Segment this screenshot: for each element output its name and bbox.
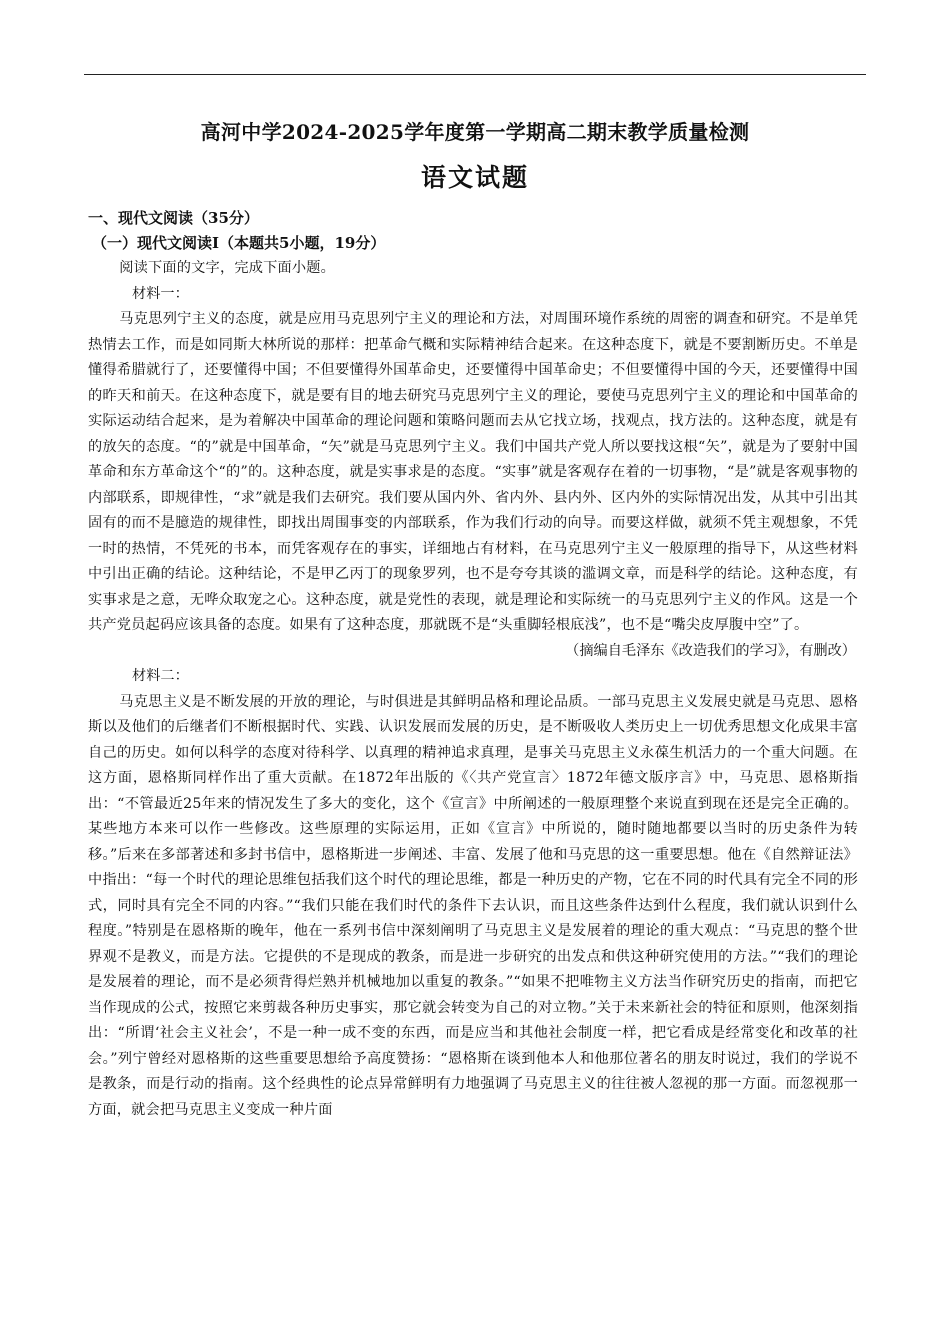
subsection-heading: （一）现代文阅读Ⅰ（本题共5小题，19分） xyxy=(92,234,386,252)
document-body xyxy=(88,206,858,1123)
material1-source: （摘编自毛泽东《改造我们的学习》，有删改） xyxy=(565,642,856,659)
top-rule xyxy=(84,74,866,75)
material2-text: 马克思主义是不断发展的开放的理论，与时俱进是其鲜明品格和理论品质。一部马克思主义发展史就是马克思、恩格斯以及他们的后继者们不断根据时代、实践、认识发展而发展的历史，是不断吸收人类历史上一切优秀思想文化成果丰富自己的历史。如何以科学的态度对待科学、以真理的精神追求真理，是事关马克思主义永葆生机活力的一个重大问题。在这方面，恩格斯同样作出了重大贡献。在1872年出版的《〈共产党宣言〉1872年德文版序言》中，马克思、恩格斯指出：“不管最近25年来的情况发生了多大的变化，这个《宣言》中所阐述的一般原理整个来说直到现在还是完全正确的。某些地方本来可以作一些修改。这些原理的实际运用，正如《宣言》中所说的，随时随地都要以当时的历史条件为转移。”后来在多部著述和多封书信中，恩格斯进一步阐述、丰富、发展了他和马克思的这一重要思想。他在《自然辩证法》中指出：“每一个时代的理论思维包括我们这个时代的理论思维，都是一种历史的产物，它在不同的时代具有完全不同的形式，同时具有完全不同的内容。”“我们只能在我们时代的条件下去认识，而且这些条件达到什么程度，我们就认识到什么程度。”特别是在恩格斯的晚年，他在一系列书信中深刻阐明了马克思主义是发展着的理论的重大观点：“马克思的整个世界观不是教义，而是方法。它提供的不是现成的教条，而是进一步研究的出发点和供这种研究使用的方法。”“我们的理论是发展着的理论，而不是必须背得烂熟并机械地加以重复的教条。”“如果不把唯物主义方法当作研究历史的指南，而把它当作现成的公式，按照它来剪裁各种历史事实，那它就会转变为自己的对立物。”关于未来新社会的特征和原则，他深刻指出：“所谓‘社会主义社会’，不是一种一成不变的东西，而是应当和其他社会制度一样，把它看成是经常变化和改革的社会。”列宁曾经对恩格斯的这些重要思想给予高度赞扬：“恩格斯在谈到他本人和他那位著名的朋友时说过，我们的学说不是教条，而是行动的指南。这个经典性的论点异常鲜明有力地强调了马克思主义的往往被人忽视的那一方面。而忽视那一方面，就会把马克思主义变成一种片面 xyxy=(88,693,858,1118)
instruction: 阅读下面的文字，完成下面小题。 xyxy=(119,260,336,276)
material2-label: 材料二： xyxy=(132,668,189,684)
exam-title: 高河中学2024-2025学年度第一学期高二期末教学质量检测 xyxy=(200,120,750,144)
material1-label: 材料一： xyxy=(132,285,189,302)
subject-title: 语文试题 xyxy=(420,163,529,192)
material1-text: 马克思列宁主义的态度，就是应用马克思列宁主义的理论和方法，对周围环境作系统的周密的调查和研究。不是单凭热情去工作，而是如同斯大林所说的那样：把革命气概和实际精神结合起来。在这种态度下，就是不要割断历史。不单是懂得希腊就行了，还要懂得中国；不但要懂得外国革命史，还要懂得中国革命史；不但要懂得中国的今天，还要懂得中国的昨天和前天。在这种态度下，就是要有目的地去研究马克思列宁主义的理论，要使马克思列宁主义的理论和中国革命的实际运动结合起来，是为着解决中国革命的理论问题和策略问题而去从它找立场，找观点，找方法的。这种态度，就是有的放矢的态度。“的”就是中国革命，“矢”就是马克思列宁主义。我们中国共产党人所以要找这根“矢”，就是为了要射中国革命和东方革命这个“的”的。这种态度，就是实事求是的态度。“实事”就是客观存在着的一切事物，“是”就是客观事物的内部联系，即规律性，“求”就是我们去研究。我们要从国内外、省内外、县内外、区内外的实际情况出发，从其中引出其固有的而不是臆造的规律性，即找出周围事变的内部联系，作为我们行动的向导。而要这样做，就须不凭主观想象，不凭一时的热情，不凭死的书本，而凭客观存在的事实，详细地占有材料，在马克思列宁主义一般原理的指导下，从这些材料中引出正确的结论。这种结论，不是甲乙丙丁的现象罗列，也不是夸夸其谈的滥调文章，而是科学的结论。这种态度，有实事求是之意，无哗众取宠之心。这种态度，就是党性的表现，就是理论和实际统一的马克思列宁主义的作风。这是一个共产党员起码应该具备的态度。如果有了这种态度，那就既不是“头重脚轻根底浅”，也不是“嘴尖皮厚腹中空”了。 xyxy=(88,311,858,633)
section-heading: 一、现代文阅读（35分） xyxy=(88,209,259,227)
